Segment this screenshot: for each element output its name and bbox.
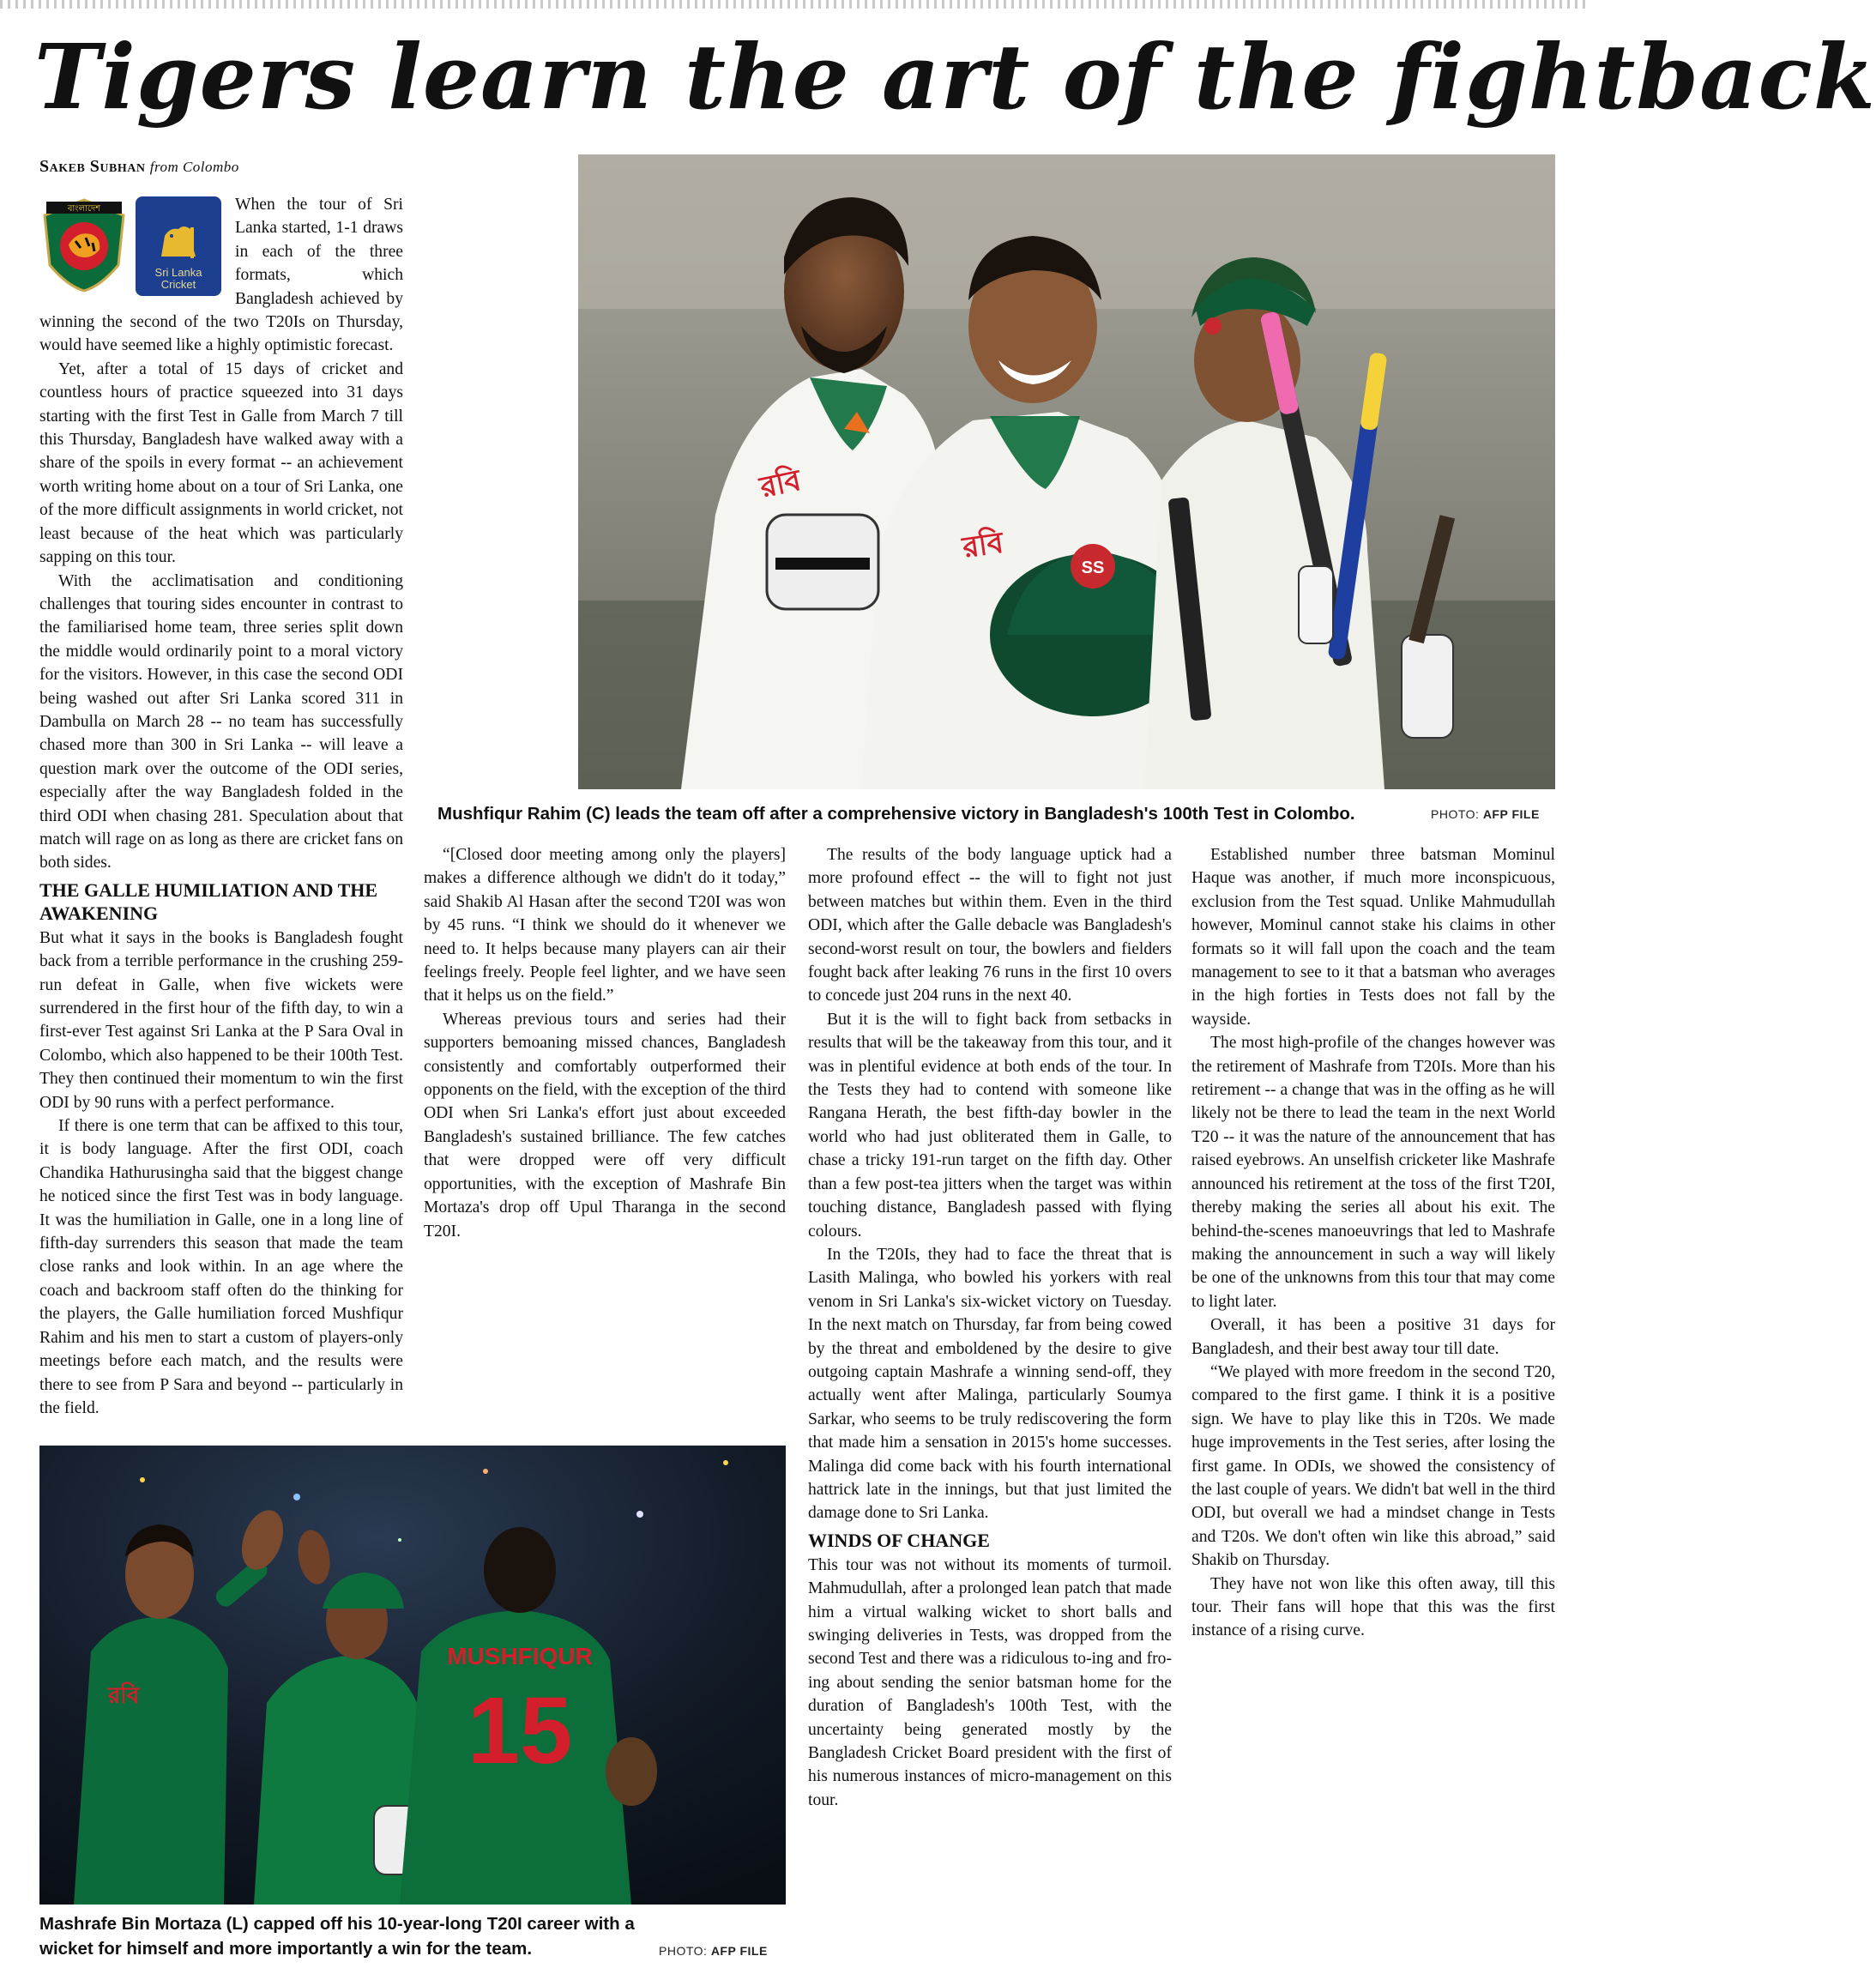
article-paragraph-13: The most high-profile of the changes however was the retirement of Mashrafe from T20Is. More than his retirement -- a change that was in the offing as he will likely not be there to lead the team in the next World T20 -- it was the nature of the announcement that has raised eyebrows. An unselfish cricketer like Mashrafe announced his retirement at the toss of the first T20I, thereby making the series all about his exit. The behind-the-scenes manoeuvrings that led to Mashrafe making the announcement in such a way will likely be one of the unknowns from this tour that may come to light later.: [1191, 1034, 1555, 1311]
photo-top-credit-label: PHOTO:: [1431, 807, 1480, 821]
photo-bottom-credit-source: AFP FILE: [710, 1944, 768, 1958]
srilanka-logo-line2: Cricket: [160, 278, 196, 291]
photo-bottom-caption: Mashrafe Bin Mortaza (L) capped off his 10-year-long T20I career with a wicket for himself and more importantly a win for the team.: [39, 1914, 635, 1959]
photo-top-illustration: [578, 154, 1555, 789]
article-paragraph-8: The results of the body language uptick had a more profound effect -- the will to fight not just between matches but within them. Even in the third ODI, which after the Galle debacle was Bangladesh's second-worst result on tour, the bowlers and fielders fought back after leaking 76 runs in the first 10 overs to concede just 204 runs in the next 40.: [808, 846, 1172, 1005]
article-paragraph-14: Overall, it has been a positive 31 days for Bangladesh, and their best away tour till date.: [1191, 1316, 1555, 1358]
photo-mushfiqur-celebration: [578, 154, 1555, 789]
jersey-name: MUSHFIQUR: [447, 1643, 593, 1669]
subhead-galle-humiliation: THE GALLE HUMILIATION AND THE AWAKENING: [39, 878, 378, 924]
article-paragraph-3: With the acclimatisation and conditioning challenges that touring sides encounter in contrast to the familiarised home team, three series split down the middle would ordinarily point to a moral victory for the visitors. However, in this case the second ODI being washed out after Sri Lanka scored 311 in Dambulla on March 28 -- no team has successfully chased more than 300 in Sri Lanka -- will leave a question mark over the outcome of the ODI series, especially after the way Bangladesh folded in the third ODI when chasing 281. Speculation about that match will rage on as long as there are cricket fans on both sides.: [39, 571, 403, 872]
article-column-2: [424, 843, 786, 1428]
jersey-sponsor-bottom: রবি: [108, 1682, 140, 1708]
byline: [39, 157, 554, 177]
article-paragraph-16: They have not won like this often away, till this tour. Their fans will hope that this was the first instance of a rising curve.: [1191, 1574, 1555, 1640]
article-paragraph-5: If there is one term that can be affixed to this tour, it is body language. After the first ODI, coach Chandika Hathurusingha said that the biggest change he noticed since the first Test was in body language. It was the humiliation in Galle, one in a long line of fifth-day surrenders this season that made the team close ranks and look within. In an age where the coach and backroom staff often do the thinking for the players, the Galle humiliation forced Mushfiqur Rahim and his men to start a custom of players-only meetings before each match, and the results were there to see from P Sara and beyond -- particularly in the field.: [39, 1117, 403, 1417]
byline-location: from Colombo: [149, 159, 239, 175]
article-paragraph-9: But it is the will to fight back from setbacks in results that will be the takeaway from this tour, and it was in plentiful evidence at both ends of the tour. In the Tests they had to contend with someone like Rangana Herath, the best fifth-day bowler in the world who had just obliterated them in Galle, to chase a tricky 191-run target on the fifth day. Other than a few post-tea jitters when the target was within touching distance, Bangladesh passed with flying colours.: [808, 1010, 1172, 1241]
article-paragraph-15: “We played with more freedom in the second T20, compared to the first game. I think it is a positive sign. We have to play like this in T20s. We made huge improvements in the Test series, after losing the first game. In ODIs, we showed the consistency of the last couple of years. We didn't bat well in the third ODI, but overall we had a mindset change in Tests and T20s. We don't often win like this abroad,” said Shakib on Thursday.: [1191, 1362, 1555, 1570]
srilanka-cricket-logo: [136, 196, 221, 296]
byline-author: Sakeb Subhan: [39, 157, 146, 176]
article-column-1: [39, 193, 403, 1433]
top-rule: [0, 0, 1587, 9]
photo-top-credit-source: AFP FILE: [1482, 807, 1540, 821]
article-paragraph-12: Established number three batsman Mominul Haque was another, if much more inconspicuous, exclusion from the Test squad. Unlike Mahmudullah however, Mominul cannot stake his claims in other formats so it will fall upon the coach and the team management to see to it that a batsman who averages in the high forties in Tests does not fall by the wayside.: [1191, 846, 1555, 1029]
subhead-winds-of-change: WINDS OF CHANGE: [808, 1529, 990, 1551]
article-paragraph-11: This tour was not without its moments of turmoil. Mahmudullah, after a prolonged lean patch that made him a virtual walking wicket to short balls and swinging deliveries in Tests, was dropped from the second Test and there was a ridiculous to-ing and fro-ing about sending the senior batsman home for the duration of Bangladesh's 100th Test, with the uncertainty being generated mostly by the Bangladesh Cricket Board president with the first of his numerous instances of micro-management on this tour.: [808, 1555, 1172, 1809]
article-column-4: [1191, 843, 1555, 1963]
article-paragraph-7: Whereas previous tours and series had their supporters bemoaning missed chances, Bangladesh consistently and comfortably outperformed their opponents on the field, with the exception of the third ODI when Sri Lanka's effort just about exceeded Bangladesh's sustained brilliance. The few catches that were dropped were off very difficult opportunities, with the exception of Mashrafe Bin Mortaza's drop off Upul Tharanga in the second T20I.: [424, 1010, 786, 1241]
team-logos: [39, 195, 226, 296]
jersey-sponsor-center: রবি: [960, 526, 1006, 564]
srilanka-logo-line1: Sri Lanka: [154, 266, 202, 279]
photo-top-credit: [1431, 807, 1540, 821]
photo-mashrafe-highfive: [39, 1446, 786, 1905]
bangladesh-logo-text: বাংলাদেশ: [67, 204, 101, 214]
article-paragraph-4: But what it says in the books is Bangladesh fought back from a terrible performance in the crushing 259-run defeat in Galle, when five wickets were surrendered in the first hour of the fifth day, to win a first-ever Test against Sri Lanka at the P Sara Oval in Colombo, which also happened to be their 100th Test. They then continued their momentum to win the first ODI by 90 runs with a perfect performance.: [39, 928, 403, 1112]
article-paragraph-2: Yet, after a total of 15 days of cricket and countless hours of practice squeezed into 31 days starting with the first Test in Galle from March 7 till this Thursday, Bangladesh have walked away with a share of the spoils in every format -- an achievement worth writing home about on a tour of Sri Lanka, one of the more difficult assignments in world cricket, not least because of the heat which was particularly sapping on this tour.: [39, 359, 403, 567]
photo-bottom-credit-label: PHOTO:: [659, 1944, 708, 1958]
photo-bottom-credit: [659, 1944, 768, 1958]
article-paragraph-6: “[Closed door meeting among only the players] makes a difference although we didn't do it today,” said Shakib Al Hasan after the second T20I was won by 45 runs. “I think we should do it whenever we need to. It helps because many players can air their feelings freely. People feel lighter, and we have seen that it helps us on the field.”: [424, 846, 786, 1005]
jersey-number: 15: [467, 1678, 573, 1784]
article-paragraph-1: When the tour of Sri Lanka started, 1-1 draws in each of the three formats, which Bangladesh achieved by winning the second of the two T20Is on Thursday, would have seemed like a highly optimistic forecast.: [39, 196, 403, 355]
helmet-logo-text: SS: [1081, 558, 1105, 577]
photo-top-caption: Mushfiqur Rahim (C) leads the team off after a comprehensive victory in Bangladesh's 100th Test in Colombo.: [437, 804, 1355, 824]
headline: Tigers learn the art of the fightback: [34, 24, 1876, 130]
photo-bottom-illustration: [39, 1446, 786, 1905]
lion-icon: [153, 219, 204, 267]
article-column-3: [808, 843, 1172, 1963]
article-paragraph-10: In the T20Is, they had to face the threat that is Lasith Malinga, who bowled his yorkers with real venom in Sri Lanka's six-wicket victory on Tuesday. In the next match on Thursday, far from being cowed by the threat and emboldened by the desire to give outgoing captain Mashrafe a winning send-off, they actually went after Malinga, particularly Soumya Sarkar, who seems to be truly rediscovering the form that made him a sensation in 2015's home successes. Malinga did come back with his fourth international hattrick late in the innings, but that just limited the damage done to Sri Lanka.: [808, 1245, 1172, 1523]
jersey-sponsor-left: রবি: [757, 463, 804, 504]
bangladesh-cricket-logo: [39, 196, 129, 293]
